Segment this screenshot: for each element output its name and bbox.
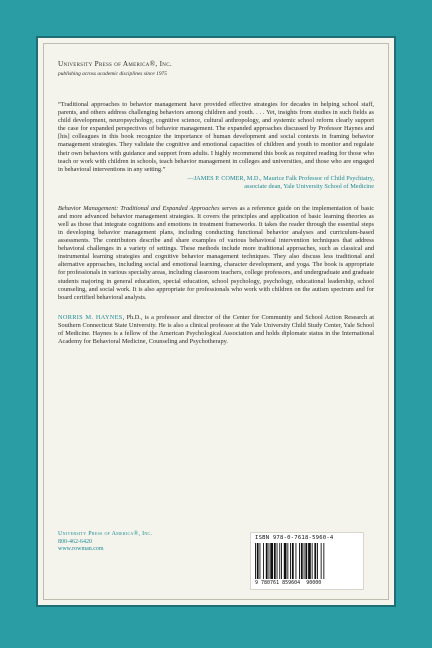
content-area <box>58 60 374 346</box>
isbn-text: ISBN 978-0-7618-5960-4 <box>255 535 334 541</box>
footer-publisher: University Press of America®, Inc. <box>58 531 153 537</box>
barcode-digits: 9 780761 859604 90000 <box>255 580 322 586</box>
book-title: Behavior Management: Traditional and Expanded Approaches <box>58 204 220 212</box>
isbn-barcode <box>250 532 364 590</box>
author-bio <box>58 314 374 346</box>
barcode-icon <box>255 543 359 579</box>
endorsement-quote: “Traditional approaches to behavior management have provided effective strategies for decades in helping school staff, parents, and others address challenging behaviors among children and youth. . . . Yet, insights from studies in such fields as child development, neuropsychology, cognitive science, cultural anthropology, and systemic school reform clearly support the case for expanded perspectives of behavior management. The expanded approaches discussed by Professor Haynes and [his] colleagues in this book recognize the importance of human development and social contexts in framing behavior management strategies. They validate the cognitive and emotional capacities of children and youth to monitor and regulate their own behaviors with guidance and support from adults. I highly recommend this book as required reading for those who teach or work with children in schools, teach behavior management in colleges and universities, and those who are engaged in behavioral interventions in any setting.” <box>58 101 374 173</box>
author-name: NORRIS M. HAYNES <box>58 313 123 321</box>
footer-phone: 800-462-6420 <box>58 538 92 545</box>
attribution-line-1: —JAMES P. COMER, M.D., Maurice Falk Professor of Child Psychiatry, <box>187 174 374 182</box>
price-code: 90000 <box>306 580 322 586</box>
book-description <box>58 205 374 302</box>
back-cover-panel <box>36 36 396 607</box>
endorsement-attribution <box>58 175 374 192</box>
bio-text: , Ph.D., is a professor and director of the Center for Community and School Action Research at Southern Connecticut State University. He is also a clinical professor at the Yale University Child Study Center, Yale School of Medicine. Haynes is a fellow of the American Psychological Association and holds diplomate status in the International Academy for Behavioral Medicine, Counseling and Psychotherapy. <box>58 313 374 346</box>
footer-website: www.rowman.com <box>58 546 104 553</box>
publisher-footer <box>58 531 152 554</box>
attribution-line-2: associate dean, Yale University School of Medicine <box>244 183 374 191</box>
publisher-tagline: publishing across academic disciplines since 1975 <box>58 71 167 77</box>
description-text: serves as a reference guide on the implementation of basic and more advanced behavior management strategies. It covers the principles and application of basic learning theories as well as those that integrate cognitions and emotions in treatment frameworks. It takes the reader through the essential steps in developing behavior management plans, including conducting functional behavior analyses and curriculum-based assessments. The contributors describe and share examples of various behavioral intervention techniques that address behavioral challenges in a variety of settings. These methods include more traditional approaches, such as classical and instrumental learning strategies and cognitive behavior management techniques. They also discuss less traditional and alternative approaches, including social and emotional learning, character development, and yoga. The book is appropriate for professionals in various specialty areas, including classroom teachers, college professors, and undergraduate and graduate students majoring in general education, special education, school psychology, psychology, educational leadership, school counseling, and social work. It is also appropriate for professionals who work with children on the autism spectrum and for board certified behavioral analysts. <box>58 204 374 301</box>
publisher-name: University Press of America®, Inc. <box>58 60 172 68</box>
